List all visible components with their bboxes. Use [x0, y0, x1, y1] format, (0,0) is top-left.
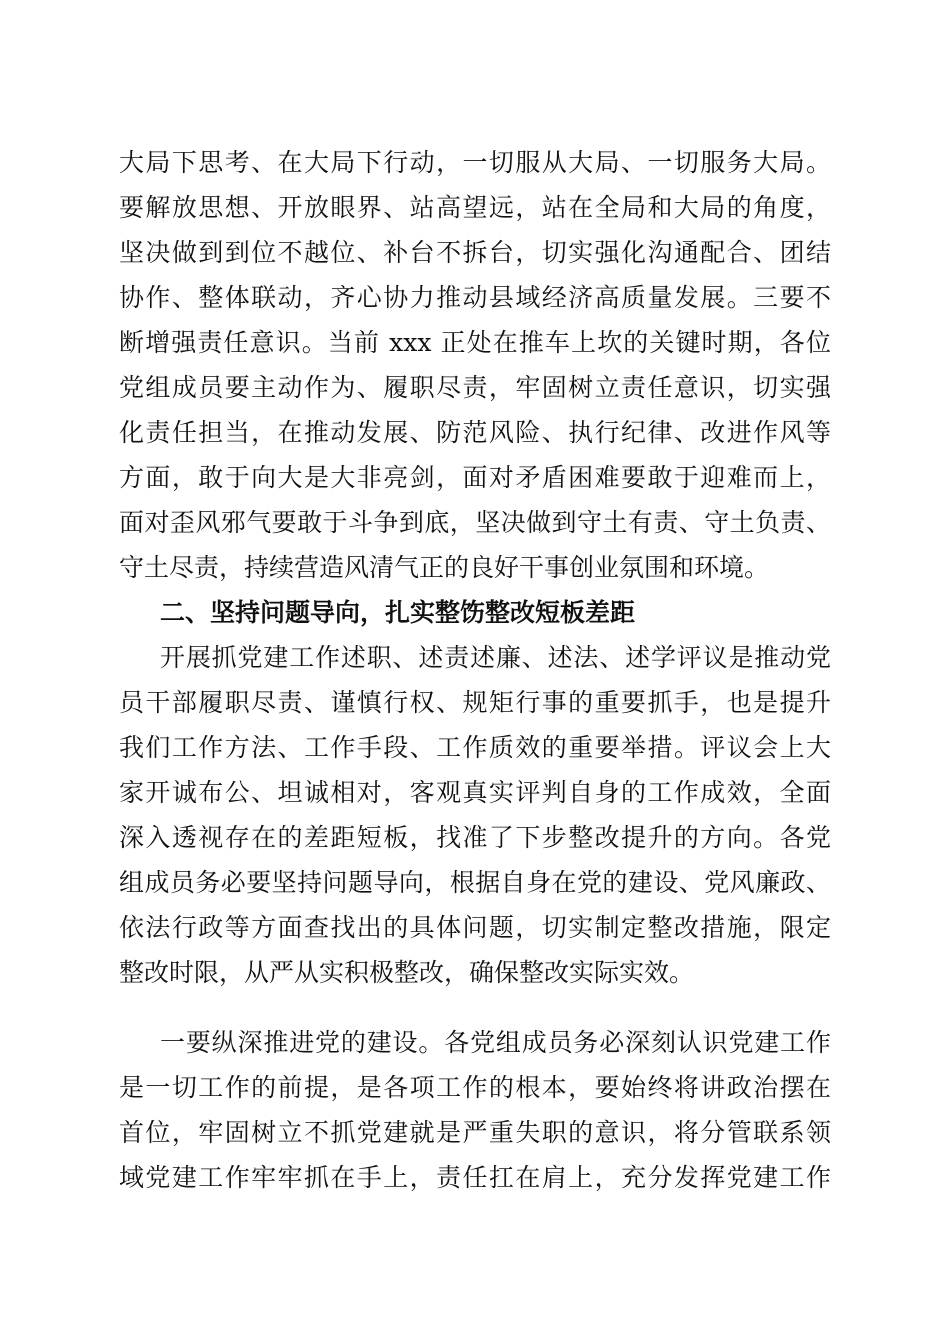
paragraph-line: 一要纵深推进党的建设。各党组成员务必深刻认识党建工作: [160, 1028, 831, 1057]
paragraph-line: 深入透视存在的差距短板，找准了下步整改提升的方向。各党: [119, 823, 831, 852]
paragraph-line: 化责任担当，在推动发展、防范风险、执行纪律、改进作风等: [119, 418, 831, 447]
paragraph-line: 是一切工作的前提，是各项工作的根本，要始终将讲政治摆在: [119, 1073, 831, 1102]
paragraph-line: 守土尽责，持续营造风清气正的良好干事创业氛围和环境。: [119, 553, 770, 582]
paragraph-line: 我们工作方法、工作手段、工作质效的重要举措。评议会上大: [119, 733, 831, 762]
paragraph-line: 整改时限，从严从实积极整改，确保整改实际实效。: [119, 958, 695, 987]
section-heading: 二、坚持问题导向，扎实整饬整改短板差距: [160, 598, 636, 627]
paragraph-line: 断增强责任意识。当前 xxx 正处在推车上坎的关键时期，各位: [119, 328, 831, 357]
paragraph-line: 依法行政等方面查找出的具体问题，切实制定整改措施，限定: [119, 913, 831, 942]
paragraph-line: 党组成员要主动作为、履职尽责，牢固树立责任意识，切实强: [119, 373, 831, 402]
paragraph-line: 协作、整体联动，齐心协力推动县域经济高质量发展。三要不: [119, 283, 831, 312]
paragraph-line: 开展抓党建工作述职、述责述廉、述法、述学评议是推动党: [160, 643, 831, 672]
paragraph-line: 组成员务必要坚持问题导向，根据自身在党的建设、党风廉政、: [119, 868, 831, 897]
paragraph-line: 面对歪风邪气要敢于斗争到底，坚决做到守土有责、守土负责、: [119, 508, 831, 537]
paragraph-line: 坚决做到到位不越位、补台不拆台，切实强化沟通配合、团结: [119, 238, 831, 267]
paragraph-line: 首位，牢固树立不抓党建就是严重失职的意识，将分管联系领: [119, 1118, 831, 1147]
paragraph-line: 员干部履职尽责、谨慎行权、规矩行事的重要抓手，也是提升: [119, 688, 831, 717]
paragraph-line: 大局下思考、在大局下行动，一切服从大局、一切服务大局。: [119, 148, 831, 177]
paragraph-line: 域党建工作牢牢抓在手上，责任扛在肩上，充分发挥党建工作: [119, 1163, 831, 1192]
paragraph-line: 要解放思想、开放眼界、站高望远，站在全局和大局的角度，: [119, 193, 831, 222]
paragraph-line: 方面，敢于向大是大非亮剑，面对矛盾困难要敢于迎难而上，: [119, 463, 831, 492]
paragraph-line: 家开诚布公、坦诚相对，客观真实评判自身的工作成效，全面: [119, 778, 831, 807]
